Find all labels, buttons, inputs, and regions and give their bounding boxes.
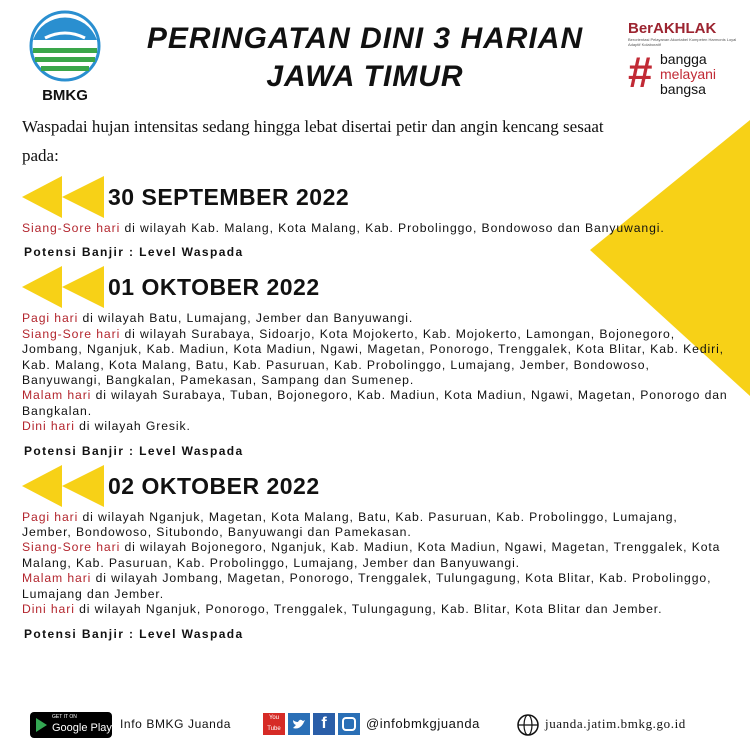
badge-big-text: Google Play	[52, 722, 112, 734]
forecast-text	[22, 221, 728, 236]
period-label: Siang-Sore hari	[22, 221, 121, 235]
hashtag-word: bangsa	[660, 81, 706, 97]
forecast-text	[22, 510, 728, 618]
period-label: Malam hari	[22, 388, 92, 403]
hashtag-word: bangga	[660, 51, 707, 67]
bmkg-logo	[25, 10, 105, 105]
google-play-badge[interactable]	[30, 712, 112, 738]
date-heading: 02 OKTOBER 2022	[108, 472, 320, 499]
double-arrow-icon	[22, 176, 104, 218]
period-text: di wilayah Surabaya, Sidoarjo, Kota Mojokerto, Kab. Mojokerto, Lamongan, Bojonegoro, Jombang, Nganjuk, Kab. Madiun, Kota Madiun, Ngawi, Magetan, Ponorogo, Trenggalek, Kota Blitar, Kab. Kediri, Kab. Malang, Kota Malang, Batu, Kab. Pasuruan, Kab. Probolinggo, Lumajang, Jember, Bondowoso, Banyuwangi, Bangkalan, Pamekasan, Sampang dan Sumenep.	[22, 326, 724, 388]
app-name: Info BMKG Juanda	[120, 717, 231, 731]
period-label: Siang-Sore hari	[22, 326, 121, 341]
double-arrow-icon	[22, 266, 104, 308]
flood-potential: Potensi Banjir : Level Waspada	[24, 626, 244, 641]
period-label: Malam hari	[22, 571, 92, 586]
period-label: Pagi hari	[22, 311, 79, 326]
social-handle[interactable]: @infobmkgjuanda	[366, 716, 480, 731]
logo-text: BMKG	[42, 87, 88, 104]
period-text: di wilayah Nganjuk, Ponorogo, Trenggalek, Tulungagung, Kab. Blitar, Kota Blitar dan Jember.	[74, 602, 663, 617]
facebook-icon[interactable]: f	[313, 713, 335, 735]
title-line1: PERINGATAN DINI 3 HARIAN	[146, 22, 584, 55]
period-text: di wilayah Batu, Lumajang, Jember dan Banyuwangi.	[78, 311, 414, 326]
period-text: di wilayah Gresik.	[74, 419, 191, 434]
period-label: Dini hari	[22, 419, 75, 434]
date-heading: 01 OKTOBER 2022	[108, 274, 320, 301]
website-link[interactable]: juanda.jatim.bmkg.go.id	[545, 716, 686, 731]
period-text: di wilayah Nganjuk, Magetan, Kota Malang, Batu, Kab. Pasuruan, Kab. Probolinggo, Lumajang, Jember, Bondowoso, Situbondo, Banyuwangi dan Pamekasan.	[22, 509, 678, 540]
period-text: di wilayah Bojonegoro, Nganjuk, Kab. Madiun, Kota Madiun, Ngawi, Magetan, Trenggalek, Kota Malang, Kab. Pasuruan, Kab. Probolinggo, Lumajang, Jember dan Banyuwangi.	[22, 540, 721, 570]
play-icon	[36, 718, 47, 732]
hashtag-word: melayani	[660, 66, 717, 82]
berakhlak-text: BerAKHLAK	[628, 20, 717, 37]
date-row	[22, 465, 728, 507]
globe-icon	[516, 713, 540, 737]
twitter-icon[interactable]	[288, 713, 310, 735]
forecast-text	[22, 311, 728, 434]
flood-potential: Potensi Banjir : Level Waspada	[24, 245, 244, 260]
date-row	[22, 176, 728, 218]
badge-small-text: GET IT ON	[52, 714, 77, 720]
title-line2: JAWA TIMUR	[266, 60, 464, 93]
period-text: di wilayah Surabaya, Tuban, Bojonegoro, Kab. Madiun, Kota Madiun, Ngawi, Magetan, Ponorogo dan Bangkalan.	[22, 388, 728, 418]
hashtag-icon: #	[628, 48, 653, 97]
period-label: Pagi hari	[22, 509, 79, 524]
period-label: Dini hari	[22, 602, 75, 617]
period-text: di wilayah Jombang, Magetan, Ponorogo, Trenggalek, Tulungagung, Kota Blitar, Kab. Probolinggo, Lumajang dan Jember.	[22, 571, 712, 601]
youtube-icon[interactable]: You Tube	[263, 713, 285, 735]
period-text: di wilayah Kab. Malang, Kota Malang, Kab. Probolinggo, Bondowoso dan Banyuwangi.	[120, 221, 665, 235]
instagram-icon[interactable]	[338, 713, 360, 735]
date-row	[22, 266, 728, 308]
period-label: Siang-Sore hari	[22, 540, 121, 555]
content	[22, 112, 728, 642]
berakhlak-logo	[628, 20, 748, 100]
berakhlak-subtext: Berorientasi Pelayanan Akuntabel Kompeten Harmonis Loyal Adaptif Kolaboratif	[628, 37, 737, 47]
flood-potential: Potensi Banjir : Level Waspada	[24, 443, 244, 458]
date-heading: 30 SEPTEMBER 2022	[108, 184, 350, 210]
double-arrow-icon	[22, 465, 104, 507]
intro-text: Waspadai hujan intensitas sedang hingga lebat disertai petir dan angin kencang sesaat pada:	[22, 117, 604, 165]
